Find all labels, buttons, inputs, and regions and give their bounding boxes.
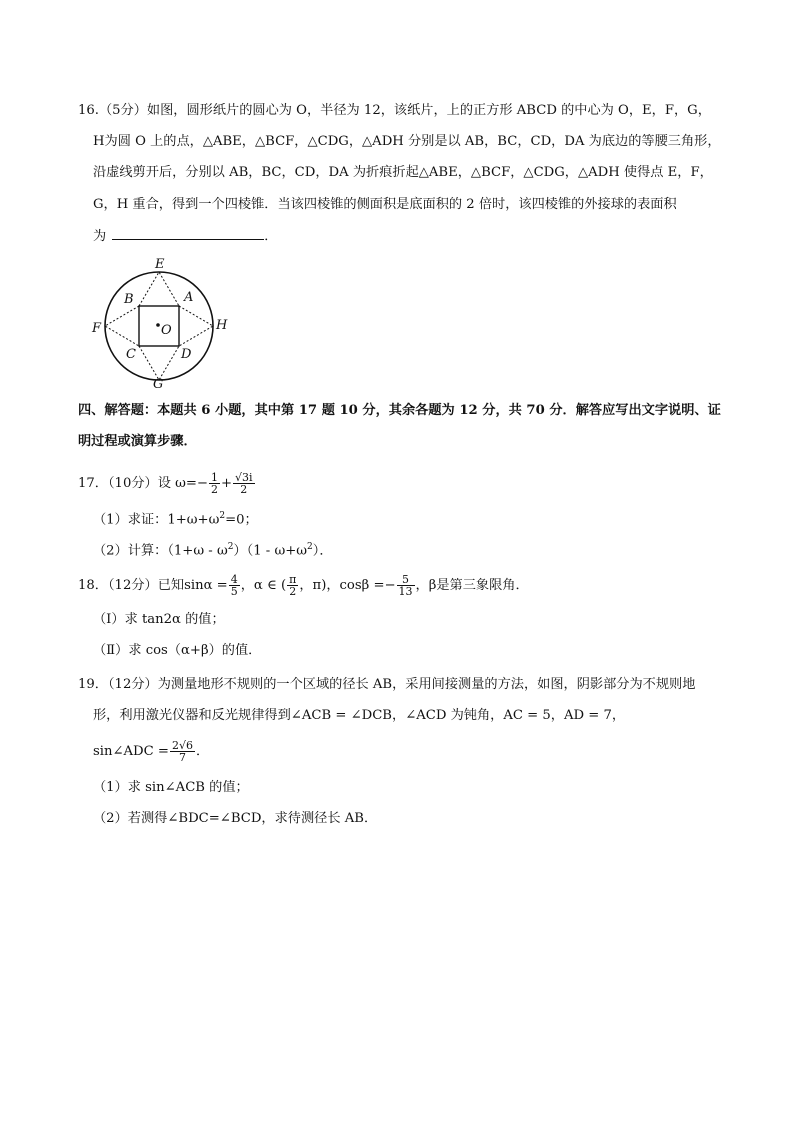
- q18-mid1: ，α ∈ (: [240, 578, 287, 593]
- q16-line4: G，H 重合，得到一个四棱锥．当该四棱锥的侧面积是底面积的 2 倍时，该四棱锥的外接球的表面积: [93, 197, 677, 212]
- q18-frac3-num: 5: [397, 574, 415, 586]
- q19-line3-tail: ．: [195, 744, 210, 759]
- q17-part2-mid: ）（1 - ω+ω: [233, 543, 307, 559]
- q18-head-text: 18．（12分）已知sinα =: [78, 578, 228, 593]
- q17-frac2-den: 2: [240, 483, 248, 496]
- q17-head: [78, 472, 256, 495]
- q18-frac1: [229, 574, 240, 597]
- q16-line2: H为圆 O 上的点，△ABE，△BCF，△CDG，△ADH 分别是以 AB，BC，CD，DA 为底边的等腰三角形，: [93, 134, 721, 149]
- q17-frac1-den: 2: [210, 483, 218, 496]
- q17-frac1: [209, 472, 220, 495]
- section4-line2: 明过程或演算步骤．: [78, 434, 197, 449]
- label-D: D: [181, 347, 192, 362]
- q18-mid2: ，π)，cosβ =−: [299, 578, 396, 593]
- q17-part1-tail: =0；: [225, 512, 258, 528]
- q17-part2-text: （2）计算：（1+ω - ω: [93, 543, 228, 559]
- q17-part2-sup2: 2: [307, 542, 313, 552]
- q18-frac3: [397, 574, 415, 597]
- q19-part1: （1）求 sin∠ACB 的值；: [93, 780, 249, 795]
- label-A: A: [184, 290, 194, 305]
- answer-blank: [112, 227, 264, 240]
- center-point: [156, 323, 160, 327]
- q18-head: [78, 574, 529, 597]
- q17-part1-text: （1）求证：1+ω+ω: [93, 512, 220, 528]
- q17-part1: [93, 507, 258, 529]
- q17-frac1-num: 1: [210, 471, 218, 484]
- q17-head-text: 17．（10分）设 ω=−: [78, 476, 208, 491]
- q19-part2: （2）若测得∠BDC=∠BCD，求待测径长 AB．: [93, 811, 378, 826]
- label-B: B: [124, 292, 134, 307]
- q19-frac-den: 7: [178, 751, 186, 764]
- q17-frac2: [233, 472, 255, 495]
- q19-frac: [170, 740, 195, 763]
- q17-part2: [93, 538, 333, 560]
- label-F: F: [92, 321, 102, 336]
- q18-part2: （Ⅱ）求 cos（α+β）的值．: [93, 643, 262, 658]
- section4-line1: 四、解答题：本题共 6 小题，其中第 17 题 10 分，其余各题为 12 分，共 70 分．解答应写出文字说明、证: [78, 403, 721, 418]
- q18-frac3-den: 13: [398, 585, 413, 598]
- q17-part2-sup1: 2: [227, 542, 234, 552]
- label-C: C: [126, 347, 136, 362]
- label-O: O: [161, 323, 172, 338]
- q16-figure: [88, 255, 238, 391]
- q16-line1: 16.（5分）如图，圆形纸片的圆心为 O，半径为 12，该纸片，上的正方形 ABCD 的中心为 O，E，F，G，: [78, 103, 711, 118]
- q16-line5: [93, 227, 277, 246]
- q19-line3-head: sin∠ADC =: [93, 744, 169, 759]
- q16-line5-prefix: 为: [93, 229, 107, 244]
- q18-frac1-den: 5: [230, 585, 238, 598]
- q17-part2-tail: ）．: [312, 543, 333, 559]
- q18-frac2-den: 2: [289, 585, 297, 598]
- q19-line3: [93, 740, 209, 763]
- label-H: H: [216, 318, 228, 333]
- q18-frac2-num: π: [289, 573, 297, 586]
- q17-frac2-num: √3i: [235, 471, 253, 484]
- q18-frac1-num: 4: [230, 573, 238, 586]
- q16-line5-suffix: ．: [264, 229, 278, 244]
- label-E: E: [155, 257, 165, 272]
- q18-frac2: [287, 574, 298, 597]
- q16-line3: 沿虚线剪开后，分别以 AB，BC，CD，DA 为折痕折起△ABE，△BCF，△CDG，△ADH 使得点 E，F，: [93, 165, 713, 180]
- q18-part1: （Ⅰ）求 tan2α 的值；: [93, 612, 225, 627]
- q17-plus: +: [220, 476, 233, 491]
- q17-part1-sup: 2: [219, 511, 226, 521]
- q18-tail: ，β是第三象限角．: [415, 578, 529, 593]
- q19-line2: 形，利用激光仪器和反光规律得到∠ACB = ∠DCB，∠ACD 为钝角，AC = 5，AD = 7，: [93, 708, 626, 723]
- q19-line1: 19．（12分）为测量地形不规则的一个区域的径长 AB，采用间接测量的方法，如图，阴影部分为不规则地: [78, 677, 696, 692]
- q19-frac-num: 2√6: [171, 739, 193, 752]
- label-G: G: [153, 377, 164, 391]
